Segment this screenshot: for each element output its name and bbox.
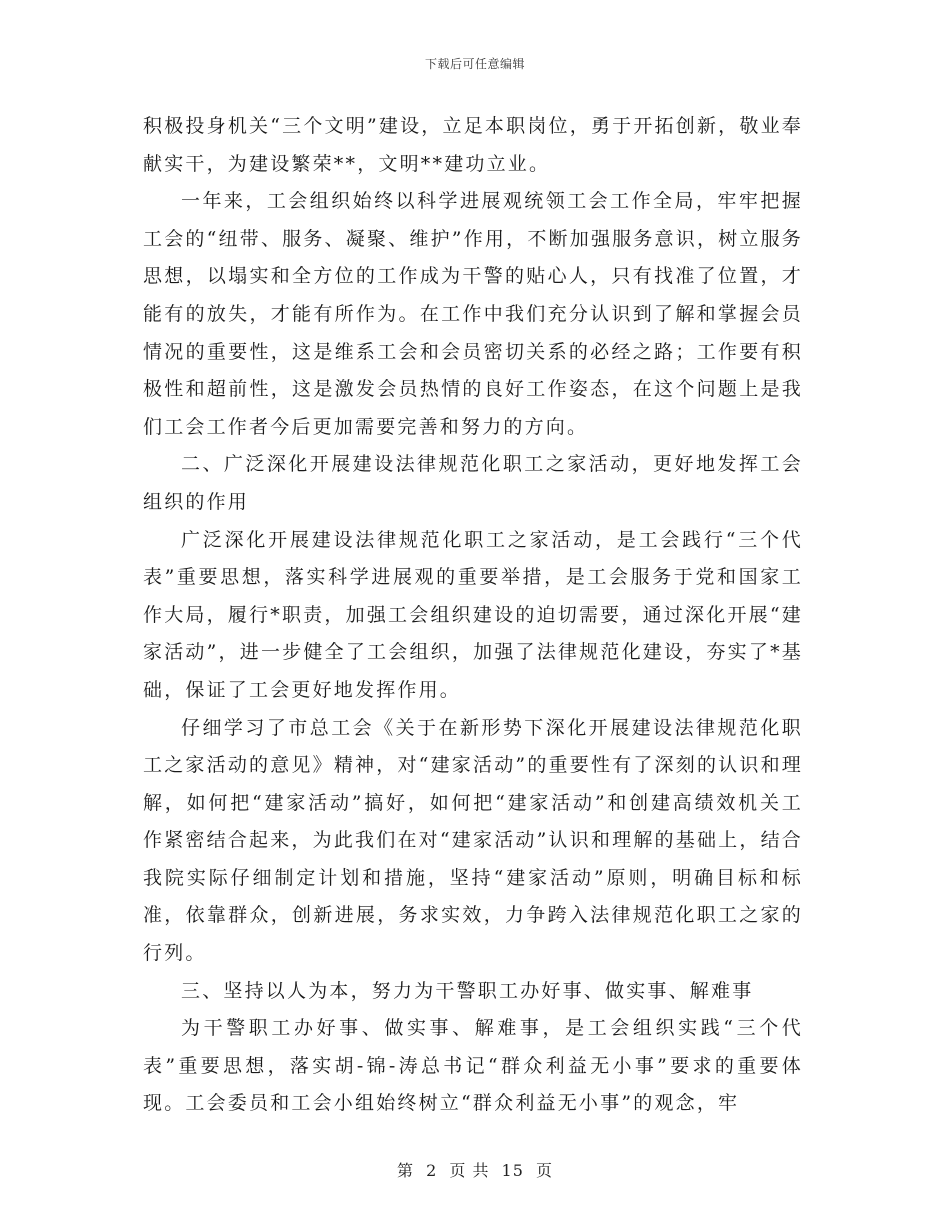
page-footer: [0, 1158, 950, 1181]
footer-prefix: 第: [396, 1161, 414, 1180]
section-heading: 二、广泛深化开展建设法律规范化职工之家活动，更好地发挥工会组织的作用: [143, 453, 803, 513]
footer-suffix: 页: [536, 1161, 554, 1180]
document-body: [143, 108, 803, 1123]
footer-middle: 页 共: [449, 1161, 490, 1180]
total-page-count: 15: [501, 1161, 524, 1180]
paragraph: 仔细学习了市总工会《关于在新形势下深化开展建设法律规范化职工之家活动的意见》精神，对“建家活动”的重要性有了深刻的认识和理解，如何把“建家活动”搞好，如何把“建家活动”和创建高绩效机关工作紧密结合起来，为此我们在对“建家活动”认识和理解的基础上，结合我院实际仔细制定计划和措施，坚持“建家活动”原则，明确目标和标准，依靠群众，创新进展，务求实效，力争跨入法律规范化职工之家的行列。: [143, 716, 803, 965]
current-page-number: 2: [426, 1161, 438, 1180]
paragraph: 广泛深化开展建设法律规范化职工之家活动，是工会践行“三个代表”重要思想，落实科学进展观的重要举措，是工会服务于党和国家工作大局，履行*职责，加强工会组织建设的迫切需要，通过深化开展“建家活动”，进一步健全了工会组织，加强了法律规范化建设，夯实了*基础，保证了工会更好地发挥作用。: [143, 528, 803, 701]
paragraph-continuation: 积极投身机关“三个文明”建设，立足本职岗位，勇于开拓创新，敬业奉献实干，为建设繁荣**，文明**建功立业。: [143, 115, 803, 175]
paragraph: 为干警职工办好事、做实事、解难事，是工会组织实践“三个代表”重要思想，落实胡-锦-涛总书记“群众利益无小事”要求的重要体现。工会委员和工会小组始终树立“群众利益无小事”的观念，牢: [143, 1017, 803, 1115]
section-heading: 三、坚持以人为本，努力为干警职工办好事、做实事、解难事: [181, 979, 754, 1002]
page-header-note: 下载后可任意编辑: [424, 57, 525, 71]
paragraph: 一年来，工会组织始终以科学进展观统领工会工作全局，牢牢把握工会的“纽带、服务、凝聚、维护”作用，不断加强服务意识，树立服务思想，以塌实和全方位的工作成为干警的贴心人，只有找准了位置，才能有的放失，才能有所作为。在工作中我们充分认识到了解和掌握会员情况的重要性，这是维系工会和会员密切关系的必经之路；工作要有积极性和超前性，这是激发会员热情的良好工作姿态，在这个问题上是我们工会工作者今后更加需要完善和努力的方向。: [143, 190, 803, 438]
